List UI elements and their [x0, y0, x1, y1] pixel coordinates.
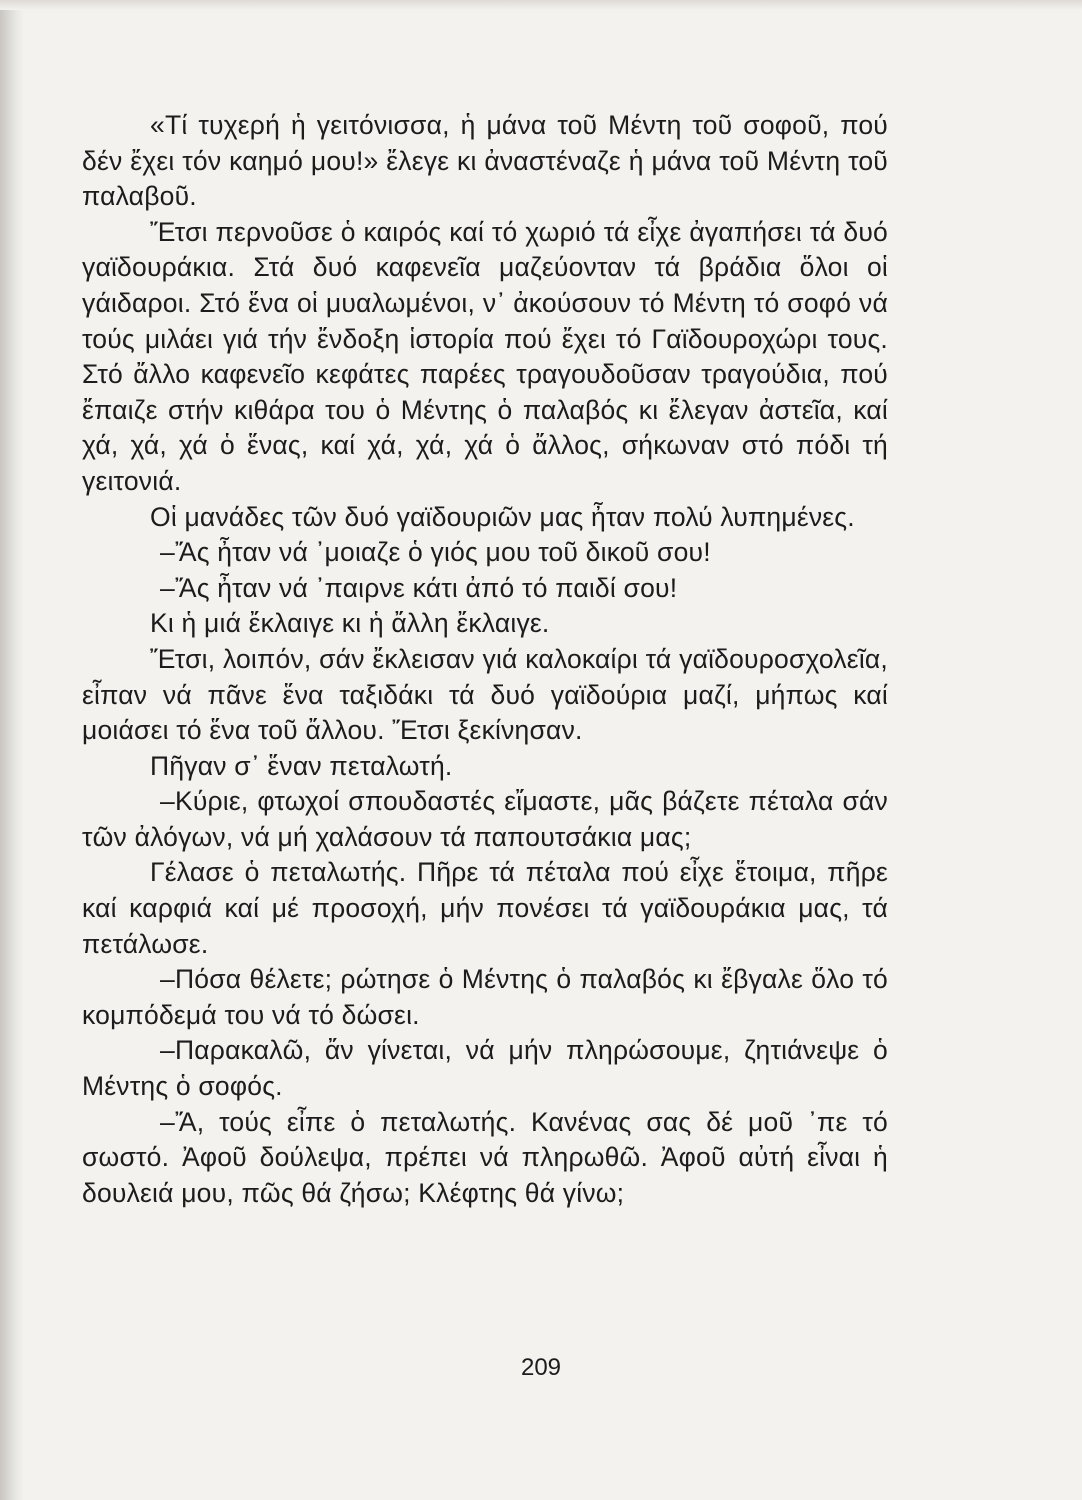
dialogue-line: –Ἄς ἦταν νά ᾽μοιαζε ὁ γιός μου τοῦ δικοῦ σου! — [160, 537, 711, 568]
paragraph: Ἔτσι, λοιπόν, σάν ἔκλεισαν γιά καλοκαίρι τά γαϊδουροσχολεῖα, εἶπαν νά πᾶνε ἕνα ταξιδάκι τά δυό γαϊδούρια μαζί, μήπως καί μοιάσει τό ἕνα τοῦ ἄλλου. Ἔτσι ξεκίνησαν. — [82, 643, 888, 746]
dialogue-line: –Παρακαλῶ, ἄν γίνεται, νά μήν πληρώσουμε, ζητιάνεψε ὁ Μέντης ὁ σοφός. — [82, 1035, 888, 1102]
dialogue-line: –Ἄ, τούς εἶπε ὁ πεταλωτής. Κανένας σας δέ μοῦ ᾽πε τό σωστό. Ἀφοῦ δούλεψα, πρέπει νά πληρωθῶ. Ἀφοῦ αὐτή εἶναι ἡ δουλειά μου, πῶς θά ζήσω; Κλέφτης θά γίνω; — [82, 1106, 888, 1208]
page-number: 209 — [520, 1354, 562, 1381]
paragraph: Πῆγαν σ᾽ ἕναν πεταλωτή. — [150, 750, 453, 781]
scan-shadow-top — [0, 0, 1082, 10]
paragraph: «Τί τυχερή ἡ γειτόνισσα, ἡ μάνα τοῦ Μέντη τοῦ σοφοῦ, πού δέν ἔχει τόν καημό μου!» ἔλεγε κι ἀναστέναζε ἡ μάνα τοῦ Μέντη τοῦ παλαβοῦ. — [82, 110, 888, 212]
page-body-text — [82, 108, 888, 1211]
dialogue-line: –Πόσα θέλετε; ρώτησε ὁ Μέντης ὁ παλαβός κι ἔβγαλε ὅλο τό κομπόδεμά του νά τό δώσει. — [82, 964, 888, 1030]
paragraph: Γέλασε ὁ πεταλωτής. Πῆρε τά πέταλα πού εἶχε ἕτοιμα, πῆρε καί καρφιά καί μέ προσοχή, μήν πονέσει τά γαϊδουράκια μας, τά πετάλωσε. — [82, 857, 888, 959]
paragraph: Ἔτσι περνοῦσε ὁ καιρός καί τό χωριό τά εἶχε ἀγαπήσει τά δυό γαϊδουράκια. Στά δυό καφενεῖα μαζεύονταν τά βράδια ὅλοι οἱ γάιδαροι. Στό ἕνα οἱ μυαλωμένοι, ν᾽ ἀκούσουν τό Μέντη τό σοφό νά τούς μιλάει γιά τήν ἔνδοξη ἱστορία πού ἔχει τό Γαϊδουροχώρι τους. Στό ἄλλο καφενεῖο κεφάτες παρέες τραγουδοῦσαν τραγούδια, πού ἔπαιζε στήν κιθάρα του ὁ Μέντης ὁ παλαβός κι ἔλεγαν ἀστεῖα, καί χά, χά, χά ὁ ἕνας, καί χά, χά, χά ὁ ἄλλος, σήκωναν στό πόδι τή γειτονιά. — [82, 216, 888, 496]
dialogue-line: –Ἄς ἦταν νά ᾽παιρνε κάτι ἀπό τό παιδί σου! — [160, 572, 678, 603]
paragraph: Κι ἡ μιά ἔκλαιγε κι ἡ ἄλλη ἔκλαιγε. — [150, 608, 550, 639]
paragraph: Οἱ μανάδες τῶν δυό γαϊδουριῶν μας ἦταν πολύ λυπημένες. — [150, 501, 855, 532]
dialogue-line: –Κύριε, φτωχοί σπουδαστές εἴμαστε, μᾶς βάζετε πέταλα σάν τῶν ἀλόγων, νά μή χαλάσουν τά παπουτσάκια μας; — [82, 786, 888, 852]
scan-shadow-left — [0, 0, 24, 1500]
